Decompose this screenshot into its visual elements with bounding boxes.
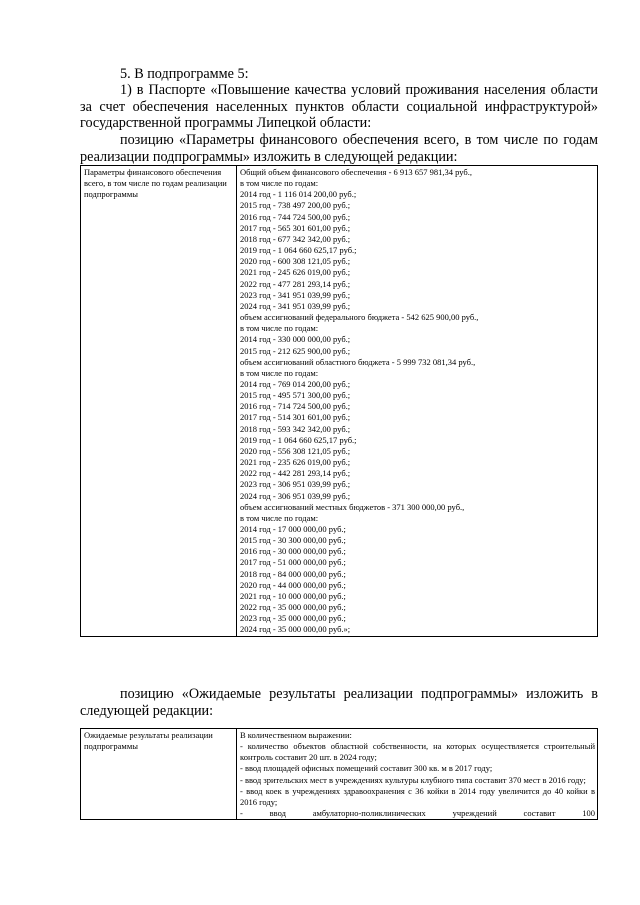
financing-line: 2015 год - 738 497 200,00 руб.; <box>240 200 351 211</box>
results-table-label: Ожидаемые результаты реализации подпрограммы <box>81 729 237 820</box>
financing-line: 2022 год - 442 281 293,14 руб.; <box>240 468 351 479</box>
financing-line: в том числе по годам: <box>240 512 319 523</box>
results-table-values <box>237 729 598 820</box>
results-item: - ввод площадей офисных помещений составит 300 кв. м в 2017 году; <box>240 763 493 774</box>
financing-line: 2015 год - 495 571 300,00 руб.; <box>240 390 351 401</box>
financing-line: в том числе по годам: <box>240 323 319 334</box>
financing-line: 2016 год - 744 724 500,00 руб.; <box>240 211 351 222</box>
financing-line: 2015 год - 212 625 900,00 руб.; <box>240 345 351 356</box>
financing-line: 2021 год - 235 626 019,00 руб.; <box>240 457 351 468</box>
financing-line: 2022 год - 477 281 293,14 руб.; <box>240 278 351 289</box>
financing-line: 2023 год - 306 951 039,99 руб.; <box>240 479 351 490</box>
financing-line: 2014 год - 330 000 000,00 руб.; <box>240 334 351 345</box>
financing-line: 2016 год - 714 724 500,00 руб.; <box>240 401 351 412</box>
financing-line: 2020 год - 556 308 121,05 руб.; <box>240 445 351 456</box>
financing-line: 2014 год - 1 116 014 200,00 руб.; <box>240 189 357 200</box>
financing-table-label: Параметры финансового обеспечения всего, в том числе по годам реализации подпрограммы <box>81 166 237 637</box>
financing-line: в том числе по годам: <box>240 178 319 189</box>
financing-line: 2021 год - 10 000 000,00 руб.; <box>240 590 346 601</box>
results-item: - ввод амбулаторно-поликлинических учреждений составит 100 <box>240 808 595 819</box>
section-heading: 5. В подпрограмме 5: <box>120 66 249 82</box>
financing-line: 2019 год - 1 064 660 625,17 руб.; <box>240 245 357 256</box>
financing-line: 2018 год - 84 000 000,00 руб.; <box>240 568 346 579</box>
financing-line: объем ассигнований федерального бюджета - 542 625 900,00 руб., <box>240 312 479 323</box>
financing-line: 2016 год - 30 000 000,00 руб.; <box>240 546 346 557</box>
financing-line: 2017 год - 565 301 601,00 руб.; <box>240 222 351 233</box>
paragraph-results-position: позицию «Ожидаемые результаты реализации подпрограммы» изложить в следующей редакции: <box>80 686 598 719</box>
financing-line: 2020 год - 44 000 000,00 руб.; <box>240 579 346 590</box>
financing-line: 2017 год - 51 000 000,00 руб.; <box>240 557 346 568</box>
financing-line: 2024 год - 341 951 039,99 руб.; <box>240 300 351 311</box>
results-intro: В количественном выражении: <box>240 730 352 740</box>
financing-line: в том числе по годам: <box>240 367 319 378</box>
financing-line: 2023 год - 341 951 039,99 руб.; <box>240 289 351 300</box>
financing-table-values <box>237 166 598 637</box>
results-table <box>80 728 598 820</box>
financing-line: 2023 год - 35 000 000,00 руб.; <box>240 613 346 624</box>
financing-table <box>80 165 598 637</box>
financing-line: 2018 год - 677 342 342,00 руб.; <box>240 233 351 244</box>
financing-line: 2015 год - 30 300 000,00 руб.; <box>240 535 346 546</box>
financing-line: объем ассигнований местных бюджетов - 371 300 000,00 руб., <box>240 501 465 512</box>
paragraph-passport: 1) в Паспорте «Повышение качества условий проживания населения области за счет обеспечения населенных пунктов области социальной инфраструктурой» государственной программы Липецкой области: <box>80 82 598 131</box>
financing-line: 2019 год - 1 064 660 625,17 руб.; <box>240 434 357 445</box>
financing-line: 2024 год - 35 000 000,00 руб.»; <box>240 624 351 635</box>
financing-line: 2022 год - 35 000 000,00 руб.; <box>240 602 346 613</box>
financing-line: 2020 год - 600 308 121,05 руб.; <box>240 256 351 267</box>
results-item: - ввод зрительских мест в учреждениях культуры клубного типа составит 370 мест в 2016 году; <box>240 774 586 785</box>
financing-line: 2021 год - 245 626 019,00 руб.; <box>240 267 351 278</box>
financing-line: 2018 год - 593 342 342,00 руб.; <box>240 423 351 434</box>
paragraph-financing-position: позицию «Параметры финансового обеспечения всего, в том числе по годам реализации подпрограммы» изложить в следующей редакции: <box>80 132 598 165</box>
financing-line: объем ассигнований областного бюджета - 5 999 732 081,34 руб., <box>240 356 476 367</box>
financing-line: Общий объем финансового обеспечения - 6 913 657 981,34 руб., <box>240 167 473 177</box>
results-item: - количество объектов областной собственности, на которых осуществляется строительный контроль составит 20 шт. в 2024 году; <box>240 741 595 763</box>
financing-line: 2014 год - 769 014 200,00 руб.; <box>240 378 351 389</box>
financing-line: 2024 год - 306 951 039,99 руб.; <box>240 490 351 501</box>
results-item: - ввод коек в учреждениях здравоохранения с 36 койки в 2014 году увеличится до 40 койки в 2016 году; <box>240 785 595 807</box>
financing-line: 2014 год - 17 000 000,00 руб.; <box>240 524 346 534</box>
financing-line: 2017 год - 514 301 601,00 руб.; <box>240 412 351 423</box>
